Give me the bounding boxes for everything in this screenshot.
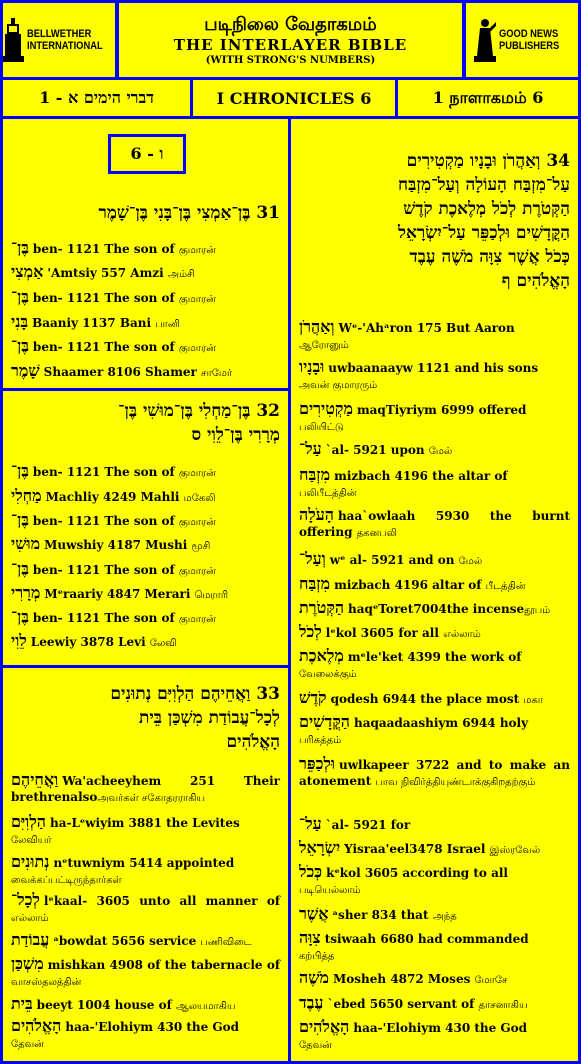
right-logo-line1: GOOD NEWS <box>499 28 559 40</box>
word-row <box>299 319 570 354</box>
english-gloss: kᵉkol 3605 according to all <box>326 866 508 880</box>
hebrew-word: הָעֹלָה <box>299 505 334 524</box>
word-row <box>11 488 280 507</box>
tamil-gloss: ஆலயமாகிய <box>175 1001 236 1012</box>
tamil-gloss: குமாரன் <box>178 517 216 528</box>
word-row <box>299 401 570 436</box>
tamil-gloss: தூபம் <box>524 605 551 616</box>
hebrew-word: לְכֹל <box>299 622 322 641</box>
word-row <box>299 441 570 460</box>
word-row <box>11 996 280 1015</box>
hebrew-word: מוּשִׁי <box>11 534 41 553</box>
word-row <box>299 624 570 643</box>
hebrew-word: וְעַל־ <box>299 549 326 568</box>
word-row <box>299 600 570 619</box>
hebrew-word: לְכָל־ <box>11 890 40 909</box>
tamil-gloss: அந்த <box>432 911 457 922</box>
hebrew-word: הָאֱלֹהִים <box>299 1017 350 1036</box>
hebrew-word: קֹדֶשׁ <box>299 688 327 707</box>
ref-hebrew <box>3 80 190 116</box>
english-gloss: wᵉ al- 5921 and on <box>329 553 455 567</box>
english-gloss: Mosheh 4872 Moses <box>333 972 471 986</box>
tamil-gloss: படியெல்லாம் <box>299 885 361 896</box>
hebrew-word: בָּנִי <box>11 312 29 331</box>
english-gloss: Leewiy 3878 Levi <box>30 635 146 649</box>
hebrew-word: בֶּן־ <box>11 238 29 257</box>
tamil-gloss: மெராரி <box>194 590 229 601</box>
word-row <box>299 995 570 1014</box>
tamil-gloss: அவன் குமாரரும் <box>299 380 378 391</box>
english-gloss: `ebed 5650 servant of <box>327 997 475 1011</box>
hebrew-word: נְתוּנִים <box>11 852 50 871</box>
verse-34-heading-1: 34 וְאַהֲרֹן וּבָנָיו מַקְטִירִים <box>406 151 570 171</box>
left-logo-line2: INTERNATIONAL <box>27 40 103 52</box>
word-row <box>11 854 280 889</box>
english-gloss: mizbach 4196 the altar of <box>334 469 508 483</box>
english-gloss: ben- 1121 The son of <box>32 514 175 528</box>
word-row <box>11 512 280 531</box>
tamil-gloss: பணிவிடை <box>200 937 252 948</box>
hebrew-word: בֶּן־ <box>11 607 29 626</box>
english-gloss: lᵉkol 3605 for all <box>325 626 439 640</box>
tamil-gloss: எல்லாம் <box>11 913 49 924</box>
verse-34-heading-5: כְּכֹל אֲשֶׁר צִוָּה מֹשֶׁה עֶבֶד <box>409 247 570 267</box>
verse-33-heading-2: לְכָל־עֲבוֹדַת מִשְׁכַּן בֵּית <box>138 708 280 728</box>
verse-34-heading-2: עַל־מִזְבַּח הָעוֹלָה וְעַל־מִזְבַּח <box>398 175 570 195</box>
word-row <box>299 648 570 683</box>
tamil-gloss: வைக்கப்பட்டிருந்தார்கள் <box>11 875 122 886</box>
word-row <box>11 264 280 283</box>
tamil-gloss: அம்சி <box>167 269 195 280</box>
tamil-gloss: குமாரன் <box>178 614 216 625</box>
english-gloss: ben- 1121 The son of <box>32 465 175 479</box>
verse-33-heading-1: 33 וַאֲחֵיהֶם הַלְוִיִּם נְתוּנִים <box>110 684 280 704</box>
verse-34-heading-4: הַקֳּדָשִׁים וּלְכַפֵּר עַל־יִשְׂרָאֵל <box>398 223 570 243</box>
english-gloss: ben- 1121 The son of <box>32 340 175 354</box>
english-gloss: `al- 5921 upon <box>325 443 425 457</box>
ref-english <box>193 80 395 116</box>
hebrew-word: בֶּן־ <box>11 510 29 529</box>
hebrew-word: אֲשֶׁר <box>299 904 329 923</box>
title-tamil: படிநிலை வேதாகமம் <box>204 13 377 35</box>
english-gloss: tsiwaah 6680 had commanded <box>324 932 529 946</box>
hebrew-word: מִזְבַּח <box>299 574 331 593</box>
tamil-gloss: மகேலி <box>183 493 216 504</box>
ref-english-text: I CHRONICLES 6 <box>216 88 372 108</box>
tamil-gloss: கற்பித்த <box>299 951 335 962</box>
tamil-gloss: பலியிட்டு <box>299 422 344 433</box>
tamil-gloss: பீடத்தின் <box>485 581 526 592</box>
tamil-gloss: அவர்கள் சகோதரராகிய <box>97 793 205 804</box>
word-row <box>299 970 570 989</box>
ref-tamil-text: 1 நாளாகமம் 6 <box>432 87 544 107</box>
tamil-gloss: தேவன் <box>299 1040 332 1051</box>
tamil-gloss: மூசி <box>191 541 211 552</box>
chapter-label <box>108 134 186 174</box>
hebrew-word: כְּכֹל <box>299 862 323 881</box>
tamil-gloss: குமாரன் <box>178 245 216 256</box>
hebrew-word: אַמְצִי <box>11 262 44 281</box>
hebrew-word: מִשְׁכַּן <box>11 954 44 973</box>
word-row <box>11 609 280 628</box>
word-row <box>299 551 570 570</box>
hebrew-word: הַקֳּדָשִׁים <box>299 712 350 731</box>
word-row <box>11 932 280 951</box>
hebrew-word: מִזְבַּח <box>299 465 331 484</box>
hebrew-word: עַל־ <box>299 439 322 458</box>
word-row <box>11 289 280 308</box>
hebrew-word: עֶבֶד <box>299 993 324 1012</box>
hebrew-word: שָׁמֶר <box>11 361 40 380</box>
tamil-gloss: குமாரன் <box>178 343 216 354</box>
word-row <box>11 561 280 580</box>
english-gloss: Shaamer 8106 Shamer <box>43 365 197 379</box>
hebrew-word: עֲבוֹדַת <box>11 930 50 949</box>
english-gloss: haa-'Elohiym 430 the God <box>353 1021 528 1035</box>
verse-33-panel <box>3 668 288 1061</box>
hebrew-word: יִשְׂרָאֵל <box>299 838 341 857</box>
tamil-gloss: பானி <box>155 319 180 330</box>
word-row <box>299 816 570 833</box>
english-gloss: ben- 1121 The son of <box>32 611 175 625</box>
verse-34-heading-6: הָאֱלֹהִים ף <box>501 271 570 291</box>
verse-32-heading-2: מְרָרִי בֶּן־לֵוִי ס <box>191 425 280 445</box>
word-row <box>299 840 570 859</box>
hebrew-word: הָאֱלֹהִים <box>11 1016 62 1035</box>
english-gloss: Wᵉ-'Ahᵃron 175 But Aaron <box>338 321 515 335</box>
english-gloss: maqTiyriym 6999 offered <box>356 403 527 417</box>
hebrew-word: הַלְוִיִּם <box>11 812 46 831</box>
word-row <box>11 892 280 927</box>
tamil-gloss: தேவன் <box>11 1039 44 1050</box>
verse-31-panel <box>3 119 288 388</box>
word-row <box>299 930 570 965</box>
hebrew-word: וּלְכַפֵּר <box>299 754 335 773</box>
tamil-gloss: இஸ்ரவேல் <box>489 845 541 856</box>
word-row <box>11 314 280 333</box>
tamil-gloss: வேலைக்கும் <box>299 669 357 680</box>
ref-tamil <box>398 80 578 116</box>
english-gloss: uwbaanaayw 1121 and his sons <box>328 361 539 375</box>
word-row <box>11 1018 280 1053</box>
hebrew-word: בֶּן־ <box>11 287 29 306</box>
word-row <box>299 359 570 394</box>
tamil-gloss: தாசனாகிய <box>478 1000 528 1011</box>
word-row <box>299 690 570 709</box>
verse-34-panel <box>291 119 578 1061</box>
word-row <box>11 536 280 555</box>
tamil-gloss: பரிசுத்தம் <box>299 735 342 746</box>
verse-32-panel <box>3 391 288 665</box>
tamil-gloss: மேல் <box>458 556 483 567</box>
herald-icon <box>474 18 496 62</box>
tamil-gloss: லேவி <box>149 638 177 649</box>
tamil-gloss: சாமேர் <box>201 368 233 379</box>
word-row <box>299 467 570 502</box>
hebrew-word: צִוָּה <box>299 928 321 947</box>
english-gloss: mᵉle'ket 4399 the work of <box>347 650 522 664</box>
left-logo-line1: BELLWETHER <box>27 28 92 40</box>
hebrew-word: מֹשֶׁה <box>299 968 330 987</box>
hebrew-word: מַקְטִירִים <box>299 399 353 418</box>
tamil-gloss: மோசே <box>474 975 508 986</box>
hebrew-word: בֶּן־ <box>11 336 29 355</box>
verse-32-heading-1: 32 בֶּן־מַחְלִי בֶּן־מוּשִׁי בֶּן־ <box>118 401 280 421</box>
english-gloss: Wa'acheeyhem 251 Their brethrenalso <box>11 774 280 804</box>
verse-31-heading: 31 בֶּן־אַמְצִי בֶּן־בָּנִי בֶּן־שָׁמֶר <box>98 203 280 223</box>
word-row <box>299 756 570 791</box>
hebrew-word: בֶּן־ <box>11 461 29 480</box>
english-gloss: beeyt 1004 house of <box>36 998 172 1012</box>
title-block <box>119 3 462 77</box>
word-row <box>11 585 280 604</box>
hebrew-word: וְאַהֲרֹן <box>299 317 335 336</box>
hebrew-word: מְלֶאכֶת <box>299 646 344 665</box>
english-gloss: lᵉkaal- 3605 unto all manner of <box>43 894 280 908</box>
word-row <box>11 338 280 357</box>
bell-tower-icon <box>3 18 24 62</box>
english-gloss: 'Amtsiy 557 Amzi <box>47 266 164 280</box>
word-row <box>11 814 280 849</box>
english-gloss: ha-Lᵉwiyim 3881 the Levites <box>49 816 240 830</box>
tamil-gloss: குமாரன் <box>178 294 216 305</box>
hebrew-word: מַחְלִי <box>11 486 42 505</box>
english-gloss: Baaniy 1137 Bani <box>32 316 152 330</box>
tamil-gloss: குமாரன் <box>178 468 216 479</box>
english-gloss: ben- 1121 The son of <box>32 563 175 577</box>
hebrew-word: עַל־ <box>299 814 322 833</box>
ref-hebrew-text: דברי הימים א - 1 <box>39 88 154 107</box>
english-gloss: ᵃbowdat 5656 service <box>53 934 197 948</box>
hebrew-word: הַקְּטֹרֶת <box>299 598 345 617</box>
english-gloss: Muwshiy 4187 Mushi <box>44 538 188 552</box>
tamil-gloss: வாசஸ்தலத்தின் <box>11 977 82 988</box>
verse-34-heading-3: הַקְּטֹרֶת לְכֹל מְלֶאכֶת קֹדֶשׁ <box>403 199 570 219</box>
hebrew-word: וּבָנָיו <box>299 357 325 376</box>
tamil-gloss: குமாரன் <box>178 566 216 577</box>
tamil-gloss: மேல் <box>428 446 453 457</box>
word-row <box>11 633 280 652</box>
word-row <box>299 864 570 899</box>
english-gloss: uwlkapeer 3722 and to make an atonement <box>299 758 570 788</box>
english-gloss: mishkan 4908 of the tabernacle of <box>47 958 280 972</box>
title-sub: (WITH STRONG'S NUMBERS) <box>205 54 376 66</box>
tamil-gloss: ஆரோனும் <box>299 340 349 351</box>
english-gloss: haqᵉToret7004the incense <box>348 602 525 616</box>
word-row <box>11 463 280 482</box>
english-gloss: qodesh 6944 the place most <box>330 692 520 706</box>
word-row <box>299 576 570 595</box>
word-row <box>11 772 280 807</box>
word-row <box>11 363 280 382</box>
word-row <box>11 956 280 991</box>
english-gloss: ben- 1121 The son of <box>32 242 175 256</box>
word-row <box>299 1019 570 1054</box>
right-logo-line2: PUBLISHERS <box>499 40 560 52</box>
title-main: THE INTERLAYER BIBLE <box>173 35 408 54</box>
english-gloss: mizbach 4196 altar of <box>334 578 482 592</box>
hebrew-word: בֵּית <box>11 994 33 1013</box>
english-gloss: ᵃsher 834 that <box>332 908 429 922</box>
english-gloss: Mᵉraariy 4847 Merari <box>44 587 191 601</box>
word-row <box>299 507 570 542</box>
word-row <box>299 906 570 925</box>
verse-33-heading-3: הָאֱלֹהִים <box>226 732 280 752</box>
hebrew-word: מְרָרִי <box>11 583 41 602</box>
bellwether-logo <box>3 3 115 77</box>
chapter-label-text: 6 - ו <box>130 144 164 163</box>
english-gloss: haa-'Elohiym 430 the God <box>65 1020 240 1034</box>
english-gloss: Yisraa'eel3478 Israel <box>344 842 486 856</box>
tamil-gloss: பாவ நிவிர்த்தியுண்டாக்குகிறதற்கும் <box>375 777 536 788</box>
hebrew-word: בֶּן־ <box>11 559 29 578</box>
tamil-gloss: பலிபீடத்தின் <box>299 488 357 499</box>
english-gloss: nᵉtuwniym 5414 appointed <box>53 856 235 870</box>
hebrew-word: וַאֲחֵיהֶם <box>11 770 59 789</box>
tamil-gloss: மகா <box>523 695 544 706</box>
hebrew-word: לֵוִי <box>11 631 27 650</box>
tamil-gloss: லேவியர் <box>11 835 52 846</box>
english-gloss: `al- 5921 for <box>325 818 411 832</box>
tamil-gloss: எல்லாம் <box>443 629 481 640</box>
english-gloss: haa`owlaah 5930 the burnt offering <box>299 509 570 539</box>
english-gloss: haqaadaashiym 6944 holy <box>353 716 529 730</box>
tamil-gloss: தகனபலி <box>356 528 397 539</box>
english-gloss: ben- 1121 The son of <box>32 291 175 305</box>
english-gloss: Machliy 4249 Mahli <box>45 490 180 504</box>
word-row <box>299 714 570 749</box>
word-row <box>11 240 280 259</box>
good-news-logo <box>466 3 578 77</box>
